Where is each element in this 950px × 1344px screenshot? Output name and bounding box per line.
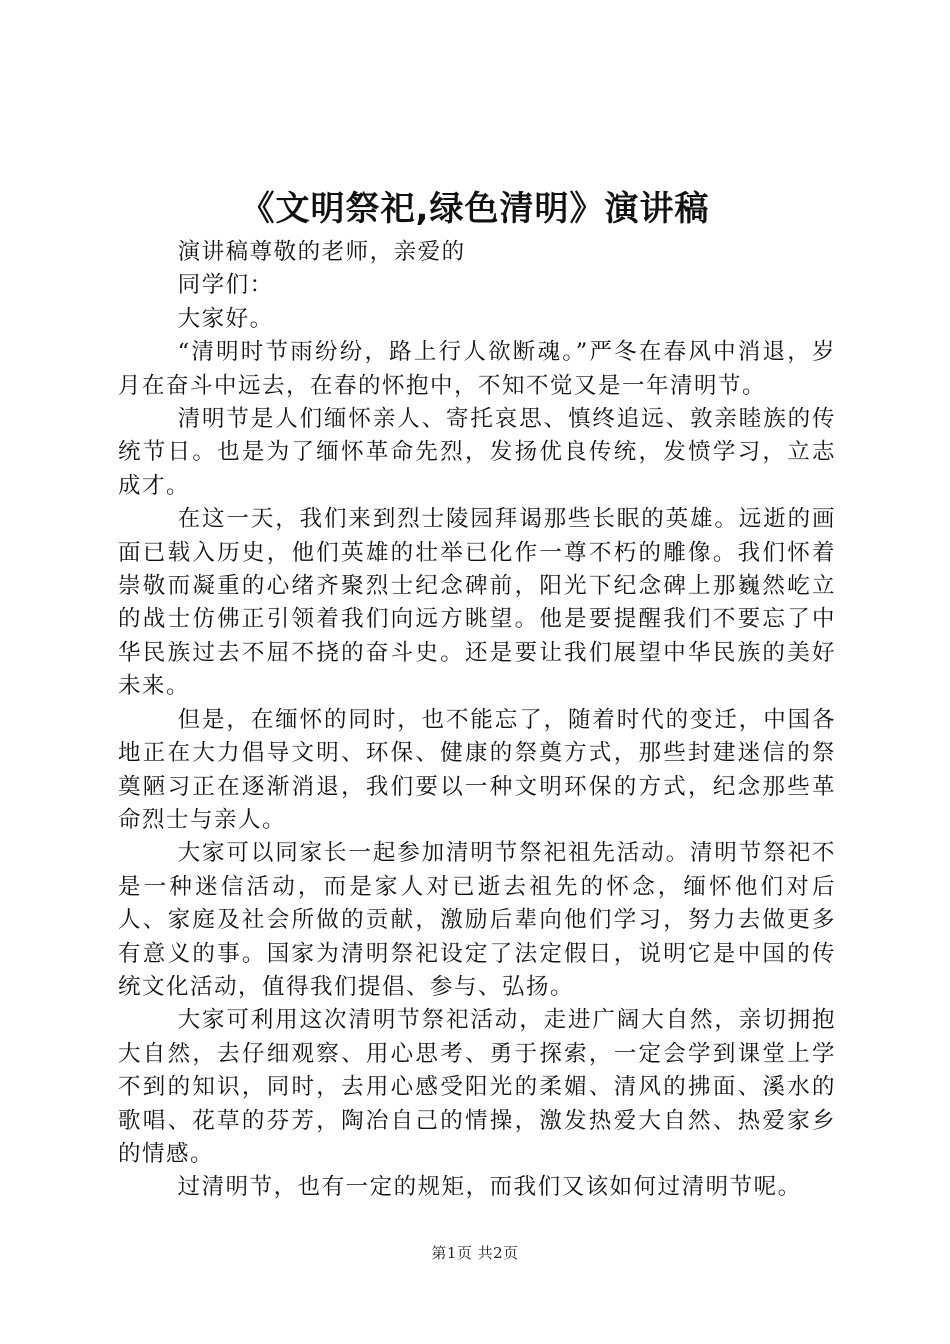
paragraph-hello: 大家好。 — [177, 305, 274, 332]
page-number-footer: 第1页 共2页 — [431, 1244, 519, 1262]
paragraph-family-rites: 大家可以同家长一起参加清明节祭祀祖先活动。清明节祭祀不是一种迷信活动，而是家人对已逝去祖先的怀念，缅怀他们对后人、家庭及社会所做的贡献，激励后辈向他们学习，努力去做更多有意义的事。国家为清明祭祀设定了法定假日，说明它是中国的传统文化活动，值得我们提倡、参与、弘扬。 — [118, 840, 836, 1000]
paragraph-greeting: 演讲稿尊敬的老师，亲爱的 — [177, 239, 466, 265]
paragraph-rules: 过清明节，也有一定的规矩，而我们又该如何过清明节呢。 — [177, 1174, 802, 1201]
paragraph-civilized-ways: 但是，在缅怀的同时，也不能忘了，随着时代的变迁，中国各地正在大力倡导文明、环保、健康的祭奠方式，那些封建迷信的祭奠陋习正在逐渐消退，我们要以一种文明环保的方式，纪念那些革命烈士与亲人。 — [118, 706, 836, 833]
document-body — [118, 236, 836, 1205]
paragraph-nature: 大家可利用这次清明节祭祀活动，走进广阔大自然，亲切拥抱大自然，去仔细观察、用心思考、勇于探索，一定会学到课堂上学不到的知识，同时，去用心感受阳光的柔媚、清风的拂面、溪水的歌唱、花草的芬芳，陶冶自己的情操，激发热爱大自然、热爱家乡的情感。 — [118, 1007, 836, 1167]
document-title: 《文明祭祀,绿色清明》演讲稿 — [240, 189, 710, 229]
paragraph-poem: “清明时节雨纷纷，路上行人欲断魂。”严冬在春风中消退，岁月在奋斗中远去，在春的怀抱中，不知不觉又是一年清明节。 — [118, 339, 836, 399]
paragraph-salutation: 同学们： — [177, 272, 274, 299]
paragraph-festival: 清明节是人们缅怀亲人、寄托哀思、慎终追远、敦亲睦族的传统节日。也是为了缅怀革命先烈，发扬优良传统，发愤学习，立志成才。 — [118, 406, 836, 499]
paragraph-heroes: 在这一天，我们来到烈士陵园拜谒那些长眠的英雄。远逝的画面已载入历史，他们英雄的壮举已化作一尊不朽的雕像。我们怀着崇敬而凝重的心绪齐聚烈士纪念碑前，阳光下纪念碑上那巍然屹立的战士仿佛正引领着我们向远方眺望。他是要提醒我们不要忘了中华民族过去不屈不挠的奋斗史。还是要让我们展望中华民族的美好未来。 — [118, 506, 836, 700]
